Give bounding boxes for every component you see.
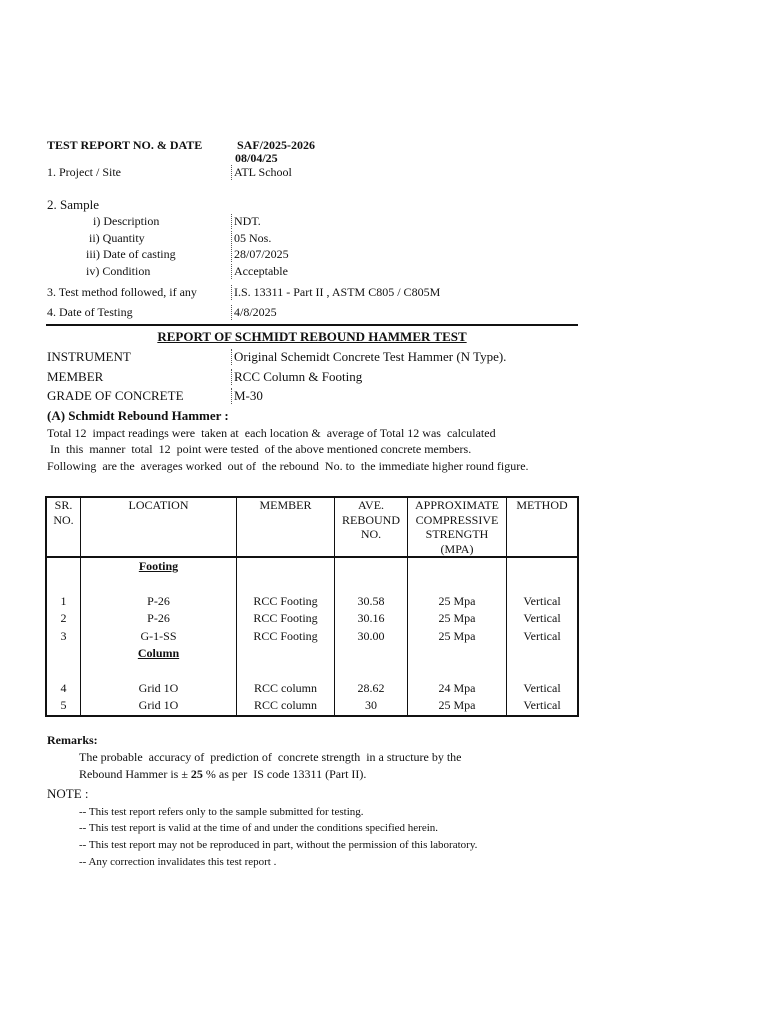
grade-value: M-30 [231, 388, 263, 404]
header-member: MEMBER [237, 497, 335, 557]
accuracy-value: 25 [187, 767, 206, 781]
group-label: Footing [81, 557, 237, 576]
project-label: 1. Project / Site [47, 165, 121, 179]
test-method-value: I.S. 13311 - Part II , ASTM C805 / C805M [231, 285, 440, 300]
report-date: 08/04/25 [235, 151, 278, 165]
table-row: 5 Grid 1O RCC column 30 25 Mpa Vertical [46, 697, 578, 716]
remarks-label: Remarks: [47, 733, 98, 747]
remarks-line: Rebound Hammer is ± 25 % as per IS code 13311 (Part II). [79, 767, 367, 781]
testing-date-label: 4. Date of Testing [47, 305, 133, 319]
header-sr-no: SR. NO. [46, 497, 81, 557]
note-item: -- Any correction invalidates this test report . [79, 856, 277, 868]
sample-casting-date-value: 28/07/2025 [231, 247, 289, 262]
test-method-label: 3. Test method followed, if any [47, 285, 197, 299]
group-label: Column [81, 645, 237, 663]
header-location: LOCATION [81, 497, 237, 557]
grade-label: GRADE OF CONCRETE [47, 388, 184, 403]
report-number-label: TEST REPORT NO. & DATE [47, 138, 203, 152]
member-label: MEMBER [47, 369, 104, 384]
instrument-value: Original Schemidt Concrete Test Hammer (N Type). [231, 349, 506, 365]
sample-quantity-label: ii) Quantity [89, 231, 145, 245]
table-row: 4 Grid 1O RCC column 28.62 24 Mpa Vertical [46, 680, 578, 698]
note-item: -- This test report refers only to the sample submitted for testing. [79, 806, 364, 818]
table-row: 2 P-26 RCC Footing 30.16 25 Mpa Vertical [46, 610, 578, 628]
project-value: ATL School [231, 165, 292, 180]
section-a-heading: (A) Schmidt Rebound Hammer : [47, 408, 229, 423]
header-rebound: AVE. REBOUND NO. [335, 497, 408, 557]
sample-quantity-value: 05 Nos. [231, 231, 271, 246]
section-a-line: In this manner total 12 point were tested of the above mentioned concrete members. [47, 442, 472, 456]
header-method: METHOD [507, 497, 579, 557]
group-row-column [46, 645, 578, 663]
sample-description-value: NDT. [231, 214, 261, 229]
sample-description-label: i) Description [93, 214, 160, 228]
group-row-footing [46, 557, 578, 576]
header-strength: APPROXIMATE COMPRESSIVE STRENGTH (MPA) [408, 497, 507, 557]
table-row: 1 P-26 RCC Footing 30.58 25 Mpa Vertical [46, 593, 578, 611]
sample-condition-value: Acceptable [231, 264, 288, 279]
report-number: SAF/2025-2026 [237, 138, 315, 152]
table-header-row [46, 497, 578, 557]
section-a-line: Following are the averages worked out of the rebound No. to the immediate higher round figure. [47, 459, 529, 473]
sample-condition-label: iv) Condition [86, 264, 151, 278]
member-value: RCC Column & Footing [231, 369, 362, 385]
sample-label: 2. Sample [47, 197, 99, 212]
table-row: 3 G-1-SS RCC Footing 30.00 25 Mpa Vertical [46, 628, 578, 646]
note-label: NOTE : [47, 786, 89, 801]
section-a-line: Total 12 impact readings were taken at each location & average of Total 12 was calculated [47, 426, 496, 440]
note-item: -- This test report may not be reproduced in part, without the permission of this laboratory. [79, 839, 478, 851]
note-item: -- This test report is valid at the time of and under the conditions specified herein. [79, 822, 439, 834]
testing-date-value: 4/8/2025 [231, 305, 277, 320]
instrument-label: INSTRUMENT [47, 349, 131, 364]
report-title: REPORT OF SCHMIDT REBOUND HAMMER TEST [157, 329, 467, 344]
results-table [45, 496, 579, 717]
section-divider [46, 324, 578, 326]
remarks-line: The probable accuracy of prediction of concrete strength in a structure by the [79, 750, 462, 764]
sample-casting-date-label: iii) Date of casting [86, 247, 176, 261]
